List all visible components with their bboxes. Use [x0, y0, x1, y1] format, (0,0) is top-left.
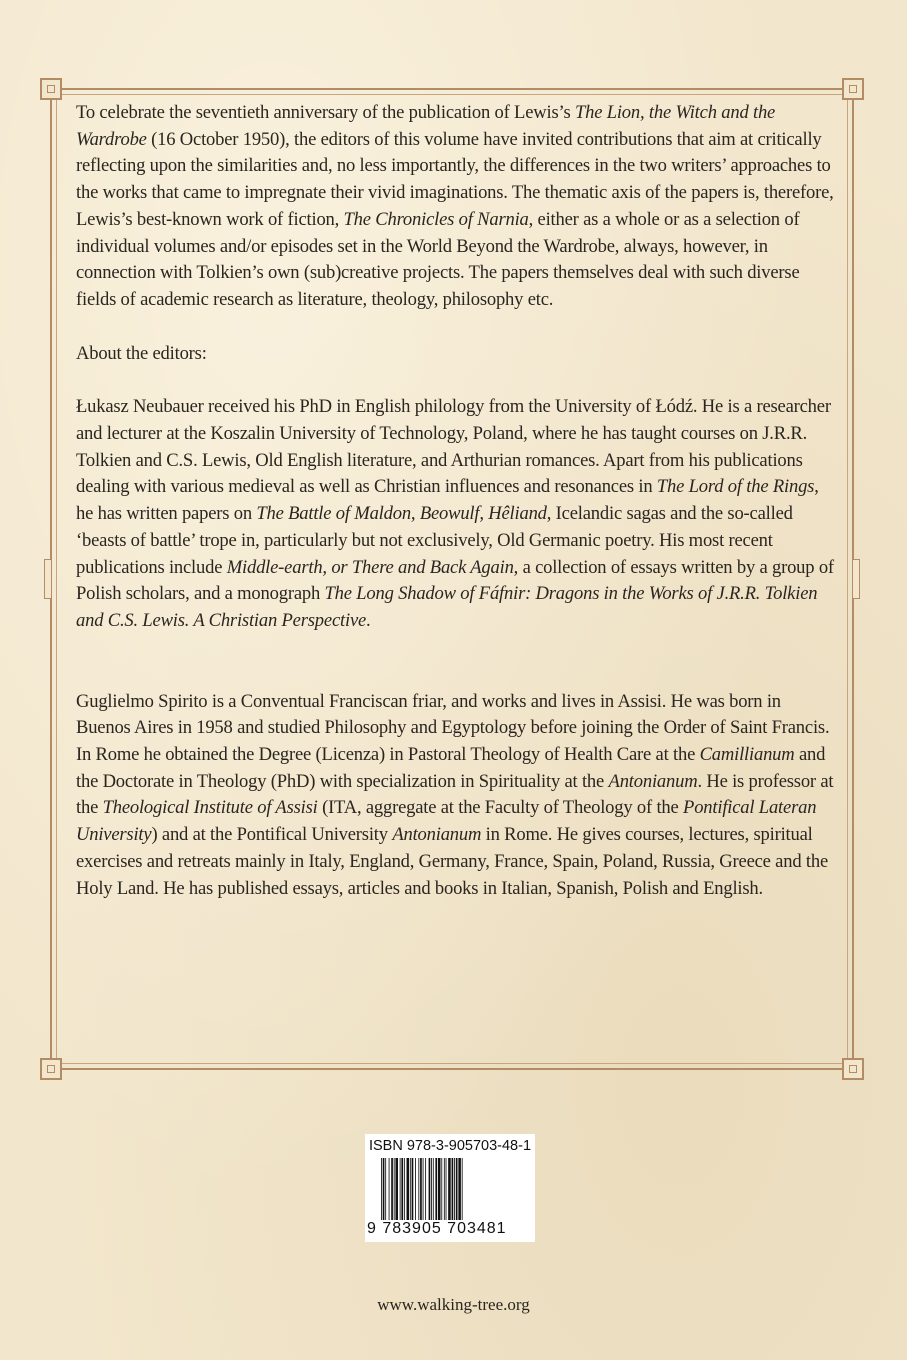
barcode-bar [381, 1158, 382, 1220]
barcode-bar [429, 1158, 431, 1220]
barcode-bar [394, 1158, 395, 1220]
barcode-bar [456, 1158, 458, 1220]
barcode-bar [446, 1158, 447, 1220]
barcode-bar [383, 1158, 385, 1220]
side-ornament-icon [44, 559, 52, 599]
blurb-paragraph: To celebrate the seventieth anniversary of the publication of Lewis’s The Lion, the Witch and the Wardrobe (16 October 1950), the editors of this volume have invited contributions that aim at critically reflecting upon the similarities and, no less importantly, the differences in the two writers’ approaches to the works that came to impregnate their vivid imaginations. The thematic axis of the papers is, therefore, Lewis’s best-known work of fiction, The Chronicles of Narnia, either as a whole or as a selection of individual volumes and/or episodes set in the World Beyond the Wardrobe, always, however, in connection with Tolkien’s own (sub)creative projects. The papers themselves deal with such diverse fields of academic research as literature, theology, philosophy etc. [76, 102, 834, 310]
barcode-bar [462, 1158, 463, 1220]
barcode-bar [415, 1158, 416, 1220]
corner-ornament-icon [842, 1058, 864, 1080]
barcode-bar [448, 1158, 451, 1220]
barcode-bar [452, 1158, 454, 1220]
barcode-bar [400, 1158, 401, 1220]
isbn-digits: 9 783905 703481 [367, 1220, 507, 1237]
barcode-bars [381, 1158, 529, 1220]
barcode-bar [423, 1158, 424, 1220]
barcode-bar [404, 1158, 405, 1220]
neubauer-bio: Łukasz Neubauer received his PhD in English philology from the University of Łódź. He is a researcher and lecturer at the Koszalin University of Technology, Poland, where he has taught courses on J.R.R. Tolkien and C.S. Lewis, Old English literature, and Arthurian romances. Apart from his publications dealing with various medieval as well as Christian influences and resonances in The Lord of the Rings, he has written papers on The Battle of Maldon, Beowulf, Hêliand, Icelandic sagas and the so-called ‘beasts of battle’ trope in, particularly but not exclusively, Old Germanic poetry. His most recent publications include Middle-earth, or There and Back Again, a collection of essays written by a group of Polish scholars, and a monograph The Long Shadow of Fáfnir: Dragons in the Works of J.R.R. Tolkien and C.S. Lewis. A Christian Perspective. [76, 396, 834, 631]
barcode-bar [433, 1158, 434, 1220]
corner-ornament-icon [842, 78, 864, 100]
barcode-bar [454, 1158, 455, 1220]
side-ornament-icon [852, 559, 860, 599]
barcode-bar [431, 1158, 432, 1220]
barcode-bar [389, 1158, 390, 1220]
corner-ornament-icon [40, 1058, 62, 1080]
barcode-bar [435, 1158, 437, 1220]
barcode-bar [441, 1158, 442, 1220]
barcode-bar [412, 1158, 414, 1220]
editors-heading: About the editors: [76, 342, 207, 364]
barcode-bar [438, 1158, 441, 1220]
barcode-bar [444, 1158, 445, 1220]
spirito-bio: Guglielmo Spirito is a Conventual Franciscan friar, and works and lives in Assisi. He was born in Buenos Aires in 1958 and studied Philosophy and Egyptology before joining the Order of Saint Francis. In Rome he obtained the Degree (Licenza) in Pastoral Theology of Health Care at the Camillianum and the Doctorate in Theology (PhD) with specialization in Spirituality at the Antonianum. He is professor at the Theological Institute of Assisi (ITA, aggregate at the Faculty of Theology of the Pontifical Lateran University) and at the Pontifical University Antonianum in Rome. He gives courses, lectures, spiritual exercises and retreats mainly in Italy, England, Germany, France, Spain, Poland, Russia, Greece and the Holy Land. He has published essays, articles and books in Italian, Spanish, Polish and English. [76, 690, 834, 899]
isbn-barcode [365, 1134, 535, 1242]
barcode-bar [391, 1158, 393, 1220]
barcode-bar [401, 1158, 403, 1220]
barcode-bar [418, 1158, 419, 1220]
barcode-bar [410, 1158, 411, 1220]
barcode-bar [458, 1158, 461, 1220]
barcode-bar [395, 1158, 398, 1220]
barcode-bar [407, 1158, 410, 1220]
barcode-bar [425, 1158, 426, 1220]
barcode-bar [385, 1158, 386, 1220]
publisher-website: www.walking-tree.org [377, 1295, 530, 1314]
back-cover-text [76, 100, 836, 902]
barcode-bar [420, 1158, 422, 1220]
isbn-label: ISBN 978-3-905703-48-1 [368, 1138, 532, 1154]
corner-ornament-icon [40, 78, 62, 100]
